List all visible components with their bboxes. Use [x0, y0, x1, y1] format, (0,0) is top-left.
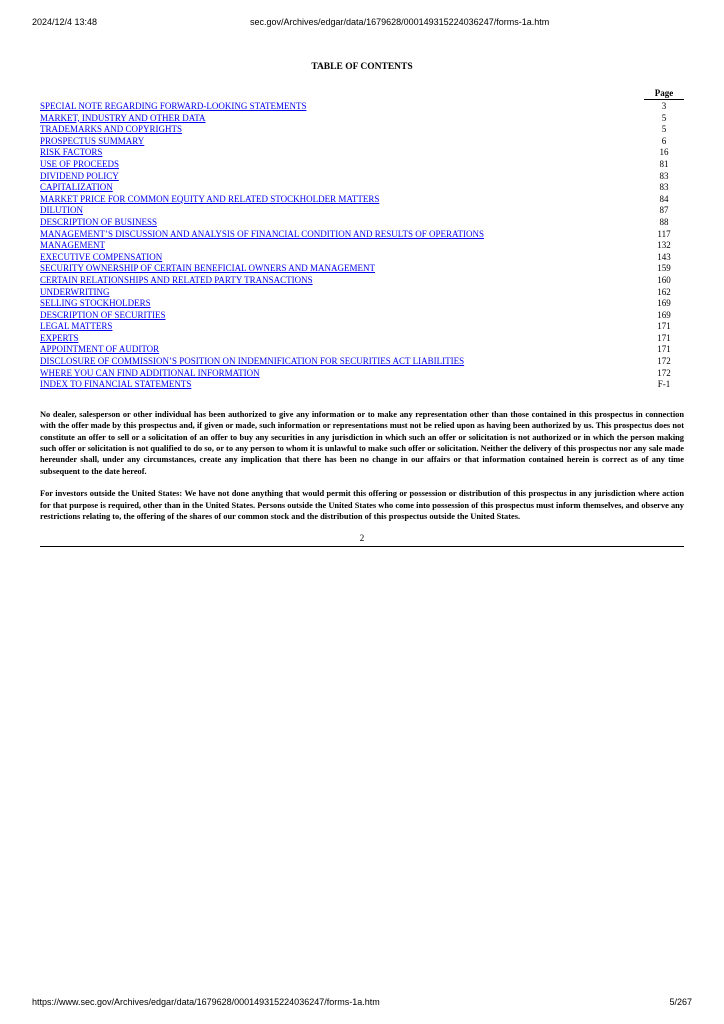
toc-entry-page: 171 [657, 332, 671, 343]
toc-entry-page: 6 [661, 135, 667, 146]
toc-entry-link[interactable]: MARKET PRICE FOR COMMON EQUITY AND RELATED STOCKHOLDER MATTERS [40, 193, 380, 204]
toc-entry [40, 310, 684, 322]
toc-entry-page: 81 [659, 158, 669, 169]
toc-entry [40, 229, 684, 241]
toc-entry-link[interactable]: PROSPECTUS SUMMARY [40, 135, 145, 146]
toc-entry-page: 159 [657, 263, 671, 274]
document-body [40, 62, 684, 547]
toc-entry-link[interactable]: WHERE YOU CAN FIND ADDITIONAL INFORMATION [40, 367, 260, 378]
toc-entry-link[interactable]: EXECUTIVE COMPENSATION [40, 251, 163, 262]
toc-entry-page: 84 [659, 193, 669, 204]
toc-entry-page: 169 [657, 298, 671, 309]
toc-entry-link[interactable]: TRADEMARKS AND COPYRIGHTS [40, 124, 183, 135]
toc-entry-link[interactable]: APPOINTMENT OF AUDITOR [40, 344, 160, 355]
toc-entry-page: F-1 [657, 379, 671, 390]
disclaimer-paragraph: No dealer, salesperson or other individual has been authorized to give any information or to make any representation other than those contained in this prospectus in connection with the offer made by this prospectus and, if given or made, such information or representations must not be relied upon as having been authorized by us. This prospectus does not constitute an offer to sell or a solicitation of an offer to buy any securities in any jurisdiction in which such an offer or solicitation is not authorized or in which the person making such offer or solicitation is not qualified to do so, or to any person to whom it is unlawful to make such offer or solicitation. Neither the delivery of this prospectus nor any sale made hereunder shall, under any circumstances, create any implication that there has been no change in our affairs or that information contained herein is correct as of any time subsequent to the date hereof. [40, 409, 684, 476]
toc-entry-link[interactable]: EXPERTS [40, 332, 79, 343]
toc-entry [40, 194, 684, 206]
toc-entry-page: 132 [657, 240, 671, 251]
toc-entry [40, 182, 684, 194]
toc-entry [40, 333, 684, 345]
page-divider [40, 546, 684, 547]
toc-entry-page: 5 [661, 124, 667, 135]
toc-entry-page: 117 [657, 228, 671, 239]
toc-entry-link[interactable]: DISCLOSURE OF COMMISSION’S POSITION ON INDEMNIFICATION FOR SECURITIES ACT LIABILITIES [40, 356, 465, 367]
toc-entry-link[interactable]: DESCRIPTION OF BUSINESS [40, 216, 158, 227]
toc-entry-link[interactable]: DILUTION [40, 205, 83, 216]
toc-entry [40, 298, 684, 310]
print-datetime: 2024/12/4 13:48 [32, 17, 98, 27]
toc-entry-link[interactable]: RISK FACTORS [40, 147, 103, 158]
toc-entry-link[interactable]: SECURITY OWNERSHIP OF CERTAIN BENEFICIAL OWNERS AND MANAGEMENT [40, 263, 375, 274]
toc-entry-page: 162 [657, 286, 671, 297]
toc-entry-page: 160 [657, 274, 671, 285]
toc-entry-page: 172 [657, 367, 671, 378]
toc-entry-link[interactable]: MANAGEMENT’S DISCUSSION AND ANALYSIS OF FINANCIAL CONDITION AND RESULTS OF OPERATIONS [40, 228, 484, 239]
toc-entry-page: 87 [659, 205, 669, 216]
toc-entry [40, 263, 684, 275]
toc-entry [40, 379, 684, 391]
toc-entry [40, 136, 684, 148]
toc-list [40, 101, 684, 391]
toc-entry [40, 287, 684, 299]
toc-entry-link[interactable]: DESCRIPTION OF SECURITIES [40, 309, 166, 320]
toc-entry-link[interactable]: DIVIDEND POLICY [40, 170, 119, 181]
investors-outside-us-paragraph: For investors outside the United States: We have not done anything that would permit this offering or possession or distribution of this prospectus in any jurisdiction where action for that purpose is required, other than in the United States. Persons outside the United States who come into possession of this prospectus must inform themselves, and observe any restrictions relating to, the offering of the shares of our common stock and the distribution of this prospectus outside the United States. [40, 489, 684, 522]
toc-page-column-header [40, 88, 684, 100]
toc-entry [40, 368, 684, 380]
toc-entry-page: 169 [657, 309, 671, 320]
print-page-title: sec.gov/Archives/edgar/data/1679628/000149315224036247/forms-1a.htm [250, 17, 550, 27]
toc-entry-link[interactable]: SELLING STOCKHOLDERS [40, 298, 151, 309]
toc-entry [40, 147, 684, 159]
toc-entry [40, 217, 684, 229]
toc-entry-link[interactable]: CAPITALIZATION [40, 182, 113, 193]
toc-entry-link[interactable]: CERTAIN RELATIONSHIPS AND RELATED PARTY TRANSACTIONS [40, 274, 313, 285]
toc-entry [40, 113, 684, 125]
toc-entry-page: 171 [657, 344, 671, 355]
toc-entry-page: 83 [659, 182, 669, 193]
toc-entry-link[interactable]: LEGAL MATTERS [40, 321, 113, 332]
toc-entry-link[interactable]: UNDERWRITING [40, 286, 110, 297]
toc-entry-page: 171 [657, 321, 671, 332]
toc-entry-link[interactable]: MANAGEMENT [40, 240, 105, 251]
toc-entry [40, 101, 684, 113]
toc-entry-page: 88 [659, 216, 669, 227]
print-footer-url: https://www.sec.gov/Archives/edgar/data/1679628/000149315224036247/forms-1a.htm [32, 997, 380, 1007]
toc-entry-link[interactable]: USE OF PROCEEDS [40, 158, 120, 169]
toc-entry [40, 240, 684, 252]
toc-entry [40, 171, 684, 183]
toc-entry [40, 124, 684, 136]
toc-entry-link[interactable]: SPECIAL NOTE REGARDING FORWARD-LOOKING STATEMENTS [40, 101, 307, 111]
toc-entry [40, 344, 684, 356]
toc-entry [40, 275, 684, 287]
toc-entry-link[interactable]: INDEX TO FINANCIAL STATEMENTS [40, 379, 192, 390]
toc-entry-page: 5 [661, 112, 667, 123]
toc-page-header: Page [644, 88, 684, 100]
toc-entry [40, 205, 684, 217]
toc-entry-page: 3 [661, 101, 667, 111]
toc-title: TABLE OF CONTENTS [311, 62, 413, 72]
toc-entry-page: 16 [659, 147, 669, 158]
toc-entry [40, 321, 684, 333]
toc-entry-page: 172 [657, 356, 671, 367]
toc-entry [40, 159, 684, 171]
toc-entry-page: 83 [659, 170, 669, 181]
toc-entry [40, 252, 684, 264]
toc-entry-page: 143 [657, 251, 671, 262]
toc-entry-link[interactable]: MARKET, INDUSTRY AND OTHER DATA [40, 112, 206, 123]
print-page-count: 5/267 [669, 997, 692, 1007]
toc-entry [40, 356, 684, 368]
document-page-number: 2 [359, 532, 365, 543]
